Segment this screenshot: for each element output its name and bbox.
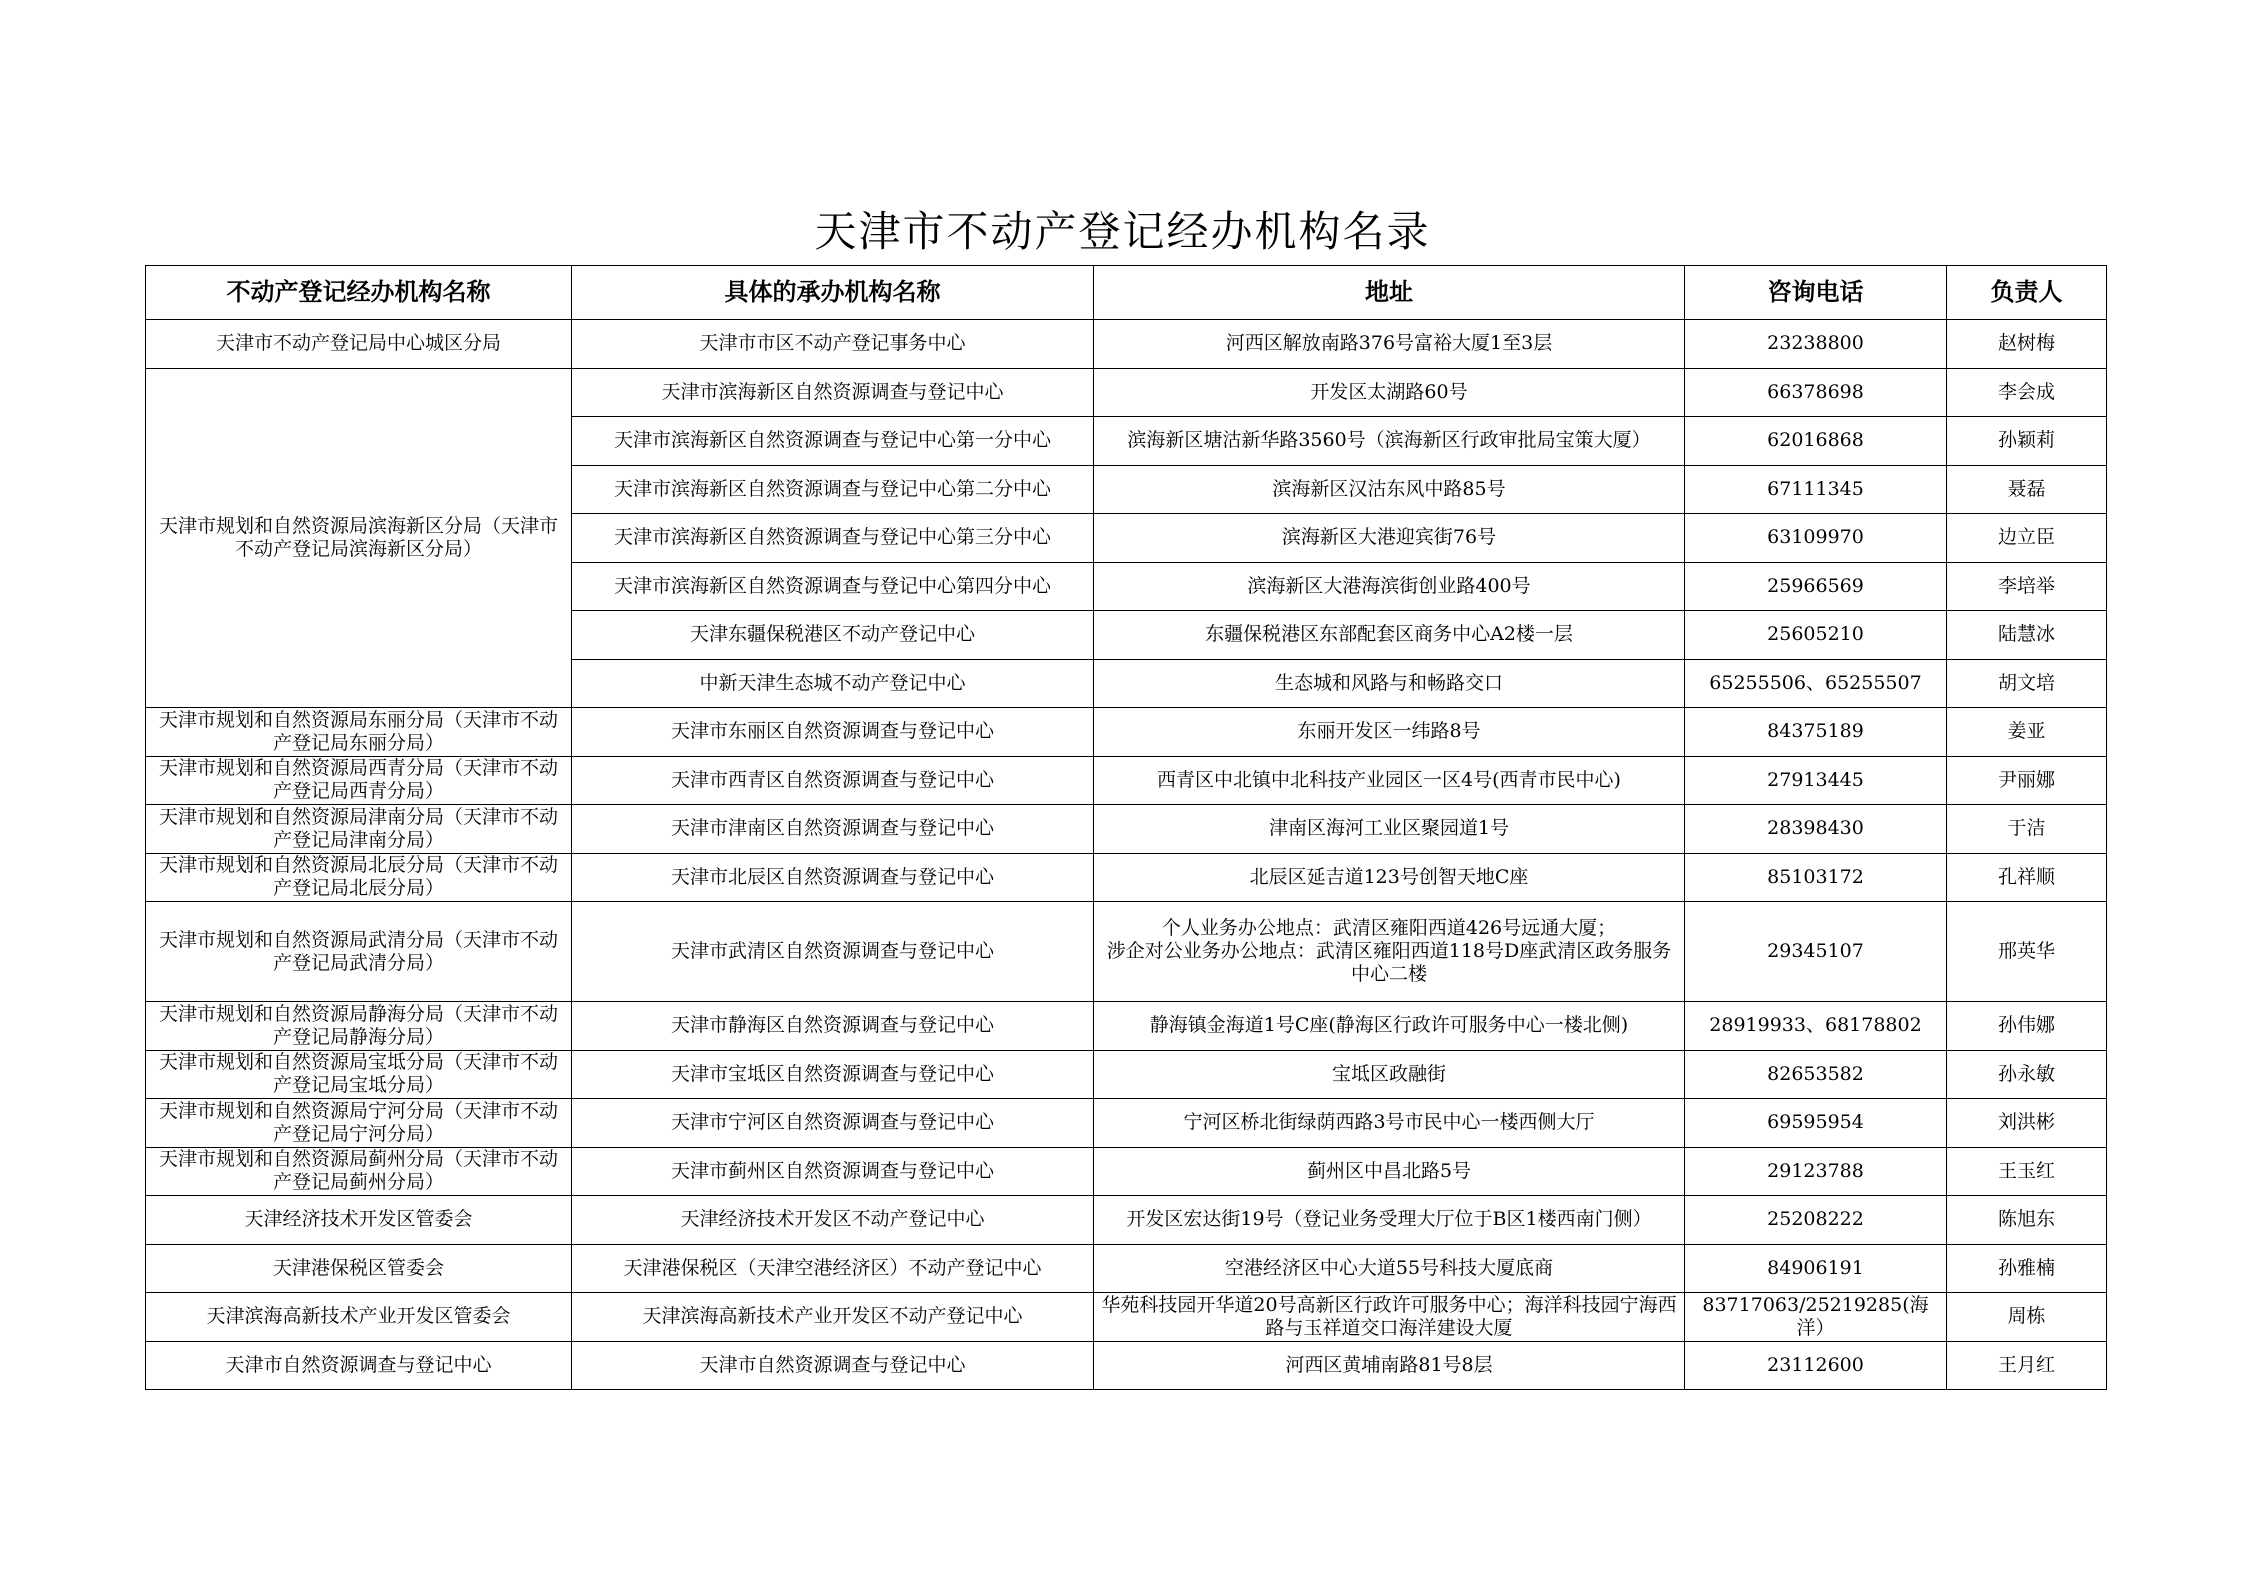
cell-person: 孙颖莉	[1947, 417, 2107, 466]
cell-office: 天津市滨海新区自然资源调查与登记中心第四分中心	[572, 562, 1094, 611]
cell-phone: 25605210	[1685, 611, 1947, 660]
registry-table	[145, 265, 2107, 1390]
cell-office: 天津市北辰区自然资源调查与登记中心	[572, 853, 1094, 902]
cell-agency: 天津市规划和自然资源局北辰分局（天津市不动产登记局北辰分局）	[146, 853, 572, 902]
cell-address: 滨海新区汉沽东风中路85号	[1094, 465, 1685, 514]
table-row	[146, 1050, 2107, 1099]
cell-person: 孙永敏	[1947, 1050, 2107, 1099]
cell-office: 天津市津南区自然资源调查与登记中心	[572, 805, 1094, 854]
cell-agency: 天津滨海高新技术产业开发区管委会	[146, 1293, 572, 1342]
cell-address: 静海镇金海道1号C座(静海区行政许可服务中心一楼北侧)	[1094, 1002, 1685, 1051]
cell-person: 王月红	[1947, 1341, 2107, 1390]
table-row	[146, 1341, 2107, 1390]
cell-phone: 85103172	[1685, 853, 1947, 902]
cell-office: 中新天津生态城不动产登记中心	[572, 659, 1094, 708]
cell-office: 天津滨海高新技术产业开发区不动产登记中心	[572, 1293, 1094, 1342]
cell-phone: 23238800	[1685, 320, 1947, 369]
header-office: 具体的承办机构名称	[572, 266, 1094, 320]
cell-office: 天津市滨海新区自然资源调查与登记中心第二分中心	[572, 465, 1094, 514]
table-row	[146, 1196, 2107, 1245]
cell-office: 天津市滨海新区自然资源调查与登记中心第一分中心	[572, 417, 1094, 466]
cell-office: 天津市滨海新区自然资源调查与登记中心第三分中心	[572, 514, 1094, 563]
cell-phone: 63109970	[1685, 514, 1947, 563]
cell-agency: 天津市规划和自然资源局蓟州分局（天津市不动产登记局蓟州分局）	[146, 1147, 572, 1196]
cell-person: 孙雅楠	[1947, 1244, 2107, 1293]
cell-agency: 天津市不动产登记局中心城区分局	[146, 320, 572, 369]
cell-office: 天津市宁河区自然资源调查与登记中心	[572, 1099, 1094, 1148]
header-agency: 不动产登记经办机构名称	[146, 266, 572, 320]
cell-person: 边立臣	[1947, 514, 2107, 563]
cell-address: 河西区解放南路376号富裕大厦1至3层	[1094, 320, 1685, 369]
cell-address: 开发区宏达街19号（登记业务受理大厅位于B区1楼西南门侧）	[1094, 1196, 1685, 1245]
cell-person: 李会成	[1947, 368, 2107, 417]
cell-person: 胡文培	[1947, 659, 2107, 708]
table-row	[146, 1099, 2107, 1148]
cell-person: 孙伟娜	[1947, 1002, 2107, 1051]
cell-agency: 天津市规划和自然资源局津南分局（天津市不动产登记局津南分局）	[146, 805, 572, 854]
header-phone: 咨询电话	[1685, 266, 1947, 320]
cell-office: 天津市宝坻区自然资源调查与登记中心	[572, 1050, 1094, 1099]
cell-person: 聂磊	[1947, 465, 2107, 514]
cell-person: 孔祥顺	[1947, 853, 2107, 902]
cell-office: 天津市市区不动产登记事务中心	[572, 320, 1094, 369]
page-title: 天津市不动产登记经办机构名录	[814, 207, 1431, 256]
cell-address: 滨海新区塘沽新华路3560号（滨海新区行政审批局宝策大厦）	[1094, 417, 1685, 466]
cell-phone: 25966569	[1685, 562, 1947, 611]
cell-address: 个人业务办公地点：武清区雍阳西道426号远通大厦； 涉企对公业务办公地点：武清区雍阳西道118号D座武清区政务服务中心二楼	[1094, 902, 1685, 1002]
cell-phone: 84906191	[1685, 1244, 1947, 1293]
table-row	[146, 1147, 2107, 1196]
cell-phone: 66378698	[1685, 368, 1947, 417]
header-person: 负责人	[1947, 266, 2107, 320]
cell-phone: 28919933、68178802	[1685, 1002, 1947, 1051]
table-row	[146, 902, 2107, 1002]
cell-person: 周栋	[1947, 1293, 2107, 1342]
cell-office: 天津市西青区自然资源调查与登记中心	[572, 756, 1094, 805]
header-address: 地址	[1094, 266, 1685, 320]
cell-address: 滨海新区大港海滨街创业路400号	[1094, 562, 1685, 611]
cell-person: 赵树梅	[1947, 320, 2107, 369]
cell-person: 于洁	[1947, 805, 2107, 854]
cell-agency: 天津市规划和自然资源局宁河分局（天津市不动产登记局宁河分局）	[146, 1099, 572, 1148]
cell-person: 刘洪彬	[1947, 1099, 2107, 1148]
cell-address: 北辰区延吉道123号创智天地C座	[1094, 853, 1685, 902]
cell-phone: 84375189	[1685, 708, 1947, 757]
table-header-row	[146, 266, 2107, 320]
cell-office: 天津市东丽区自然资源调查与登记中心	[572, 708, 1094, 757]
cell-agency: 天津市规划和自然资源局武清分局（天津市不动产登记局武清分局）	[146, 902, 572, 1002]
cell-phone: 28398430	[1685, 805, 1947, 854]
cell-office: 天津市自然资源调查与登记中心	[572, 1341, 1094, 1390]
table-row	[146, 320, 2107, 369]
cell-person: 陆慧冰	[1947, 611, 2107, 660]
cell-address: 空港经济区中心大道55号科技大厦底商	[1094, 1244, 1685, 1293]
table-row	[146, 1293, 2107, 1342]
cell-office: 天津市滨海新区自然资源调查与登记中心	[572, 368, 1094, 417]
cell-address: 宝坻区政融街	[1094, 1050, 1685, 1099]
cell-agency: 天津市规划和自然资源局静海分局（天津市不动产登记局静海分局）	[146, 1002, 572, 1051]
cell-phone: 25208222	[1685, 1196, 1947, 1245]
cell-phone: 65255506、65255507	[1685, 659, 1947, 708]
cell-agency: 天津市自然资源调查与登记中心	[146, 1341, 572, 1390]
cell-phone: 23112600	[1685, 1341, 1947, 1390]
cell-office: 天津市静海区自然资源调查与登记中心	[572, 1002, 1094, 1051]
cell-address: 宁河区桥北街绿荫西路3号市民中心一楼西侧大厅	[1094, 1099, 1685, 1148]
cell-person: 王玉红	[1947, 1147, 2107, 1196]
cell-person: 邢英华	[1947, 902, 2107, 1002]
cell-phone: 29123788	[1685, 1147, 1947, 1196]
cell-office: 天津经济技术开发区不动产登记中心	[572, 1196, 1094, 1245]
cell-address: 蓟州区中昌北路5号	[1094, 1147, 1685, 1196]
cell-agency: 天津港保税区管委会	[146, 1244, 572, 1293]
cell-agency: 天津市规划和自然资源局东丽分局（天津市不动产登记局东丽分局）	[146, 708, 572, 757]
cell-address: 开发区太湖路60号	[1094, 368, 1685, 417]
cell-office: 天津东疆保税港区不动产登记中心	[572, 611, 1094, 660]
cell-address: 东丽开发区一纬路8号	[1094, 708, 1685, 757]
cell-agency: 天津市规划和自然资源局宝坻分局（天津市不动产登记局宝坻分局）	[146, 1050, 572, 1099]
cell-office: 天津市武清区自然资源调查与登记中心	[572, 902, 1094, 1002]
cell-office: 天津港保税区（天津空港经济区）不动产登记中心	[572, 1244, 1094, 1293]
cell-phone: 82653582	[1685, 1050, 1947, 1099]
cell-address: 津南区海河工业区聚园道1号	[1094, 805, 1685, 854]
cell-address: 河西区黄埔南路81号8层	[1094, 1341, 1685, 1390]
cell-phone: 27913445	[1685, 756, 1947, 805]
cell-office: 天津市蓟州区自然资源调查与登记中心	[572, 1147, 1094, 1196]
table-row	[146, 805, 2107, 854]
cell-phone: 62016868	[1685, 417, 1947, 466]
table-row	[146, 1002, 2107, 1051]
cell-agency: 天津市规划和自然资源局滨海新区分局（天津市不动产登记局滨海新区分局）	[146, 368, 572, 708]
cell-address: 生态城和风路与和畅路交口	[1094, 659, 1685, 708]
cell-address: 华苑科技园开华道20号高新区行政许可服务中心；海洋科技园宁海西路与玉祥道交口海洋建设大厦	[1094, 1293, 1685, 1342]
cell-phone: 83717063/25219285(海洋）	[1685, 1293, 1947, 1342]
cell-phone: 67111345	[1685, 465, 1947, 514]
cell-person: 姜亚	[1947, 708, 2107, 757]
cell-person: 尹丽娜	[1947, 756, 2107, 805]
cell-phone: 69595954	[1685, 1099, 1947, 1148]
cell-person: 李培举	[1947, 562, 2107, 611]
cell-address: 西青区中北镇中北科技产业园区一区4号(西青市民中心)	[1094, 756, 1685, 805]
cell-phone: 29345107	[1685, 902, 1947, 1002]
cell-address: 滨海新区大港迎宾街76号	[1094, 514, 1685, 563]
table-row	[146, 756, 2107, 805]
cell-agency: 天津经济技术开发区管委会	[146, 1196, 572, 1245]
cell-address: 东疆保税港区东部配套区商务中心A2楼一层	[1094, 611, 1685, 660]
table-row	[146, 1244, 2107, 1293]
table-row	[146, 708, 2107, 757]
cell-person: 陈旭东	[1947, 1196, 2107, 1245]
cell-agency: 天津市规划和自然资源局西青分局（天津市不动产登记局西青分局）	[146, 756, 572, 805]
table-row	[146, 368, 2107, 417]
table-row	[146, 853, 2107, 902]
